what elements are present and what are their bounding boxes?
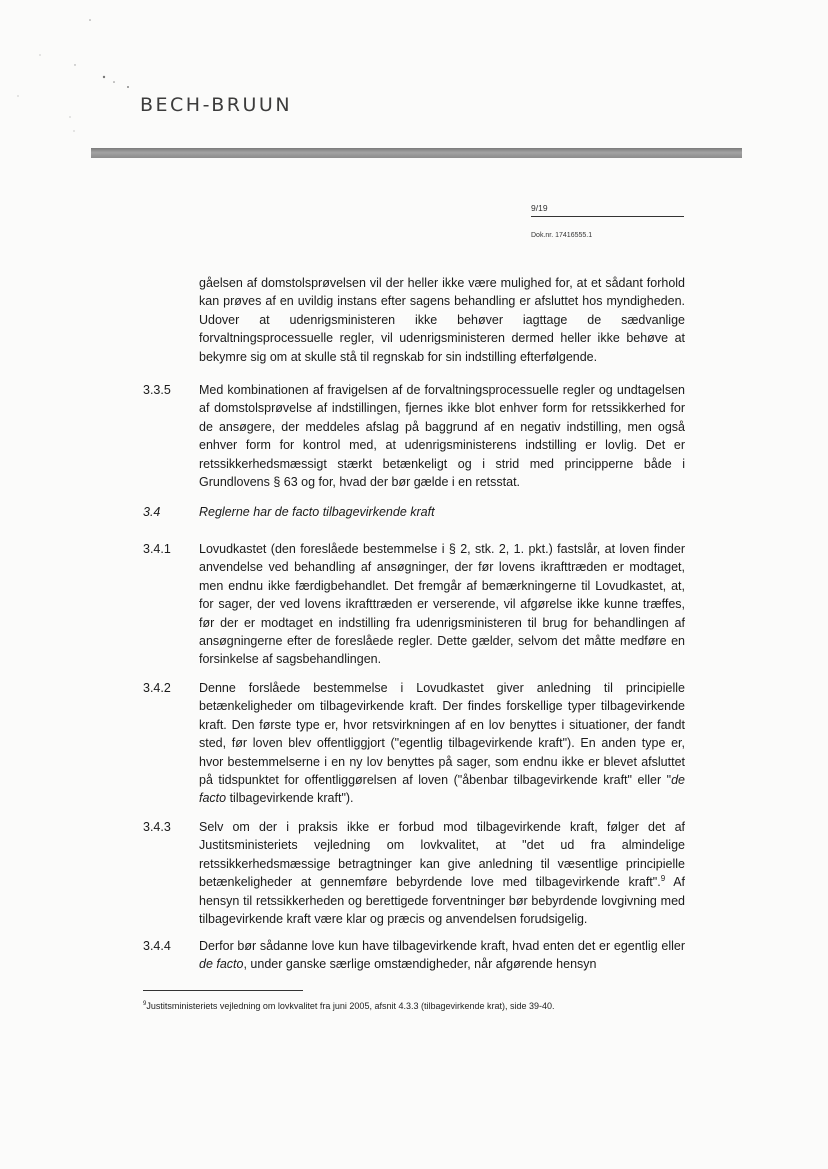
text-run: Denne forslåede bestemmelse i Lovudkastet giver anledning til principielle betænkeligheder om tilbagevirkende kraft. Der findes forskellige typer tilbagevirkende kraft. Den første type er, hvor retsvirkningen af en lov benyttes i situationer, der fandt sted, før loven blev offentliggjort ("egentlig tilbagevirkende kraft"). En anden type er, hvor bestemmelserne i en ny lov benyttes på sager, som endnu ikke er blevet afsluttet på tidspunktet for offentliggørelsen af loven ("åbenbar tilbagevirkende kraft" eller " bbox=[199, 681, 685, 788]
section-number: 3.4.2 bbox=[143, 681, 171, 695]
document-number: Dok.nr. 17416555.1 bbox=[531, 232, 593, 239]
scan-specks bbox=[0, 0, 140, 140]
section-number: 3.4.4 bbox=[143, 939, 171, 953]
section-number: 3.4.3 bbox=[143, 820, 171, 834]
text-run: Selv om der i praksis ikke er forbud mod tilbagevirkende kraft, følger det af Justitsministeriets vejledning om lovkvalitet, at "det ud fra almindelige retssikkerhedsmæssige betragtninger kan give anledning til væsentlige principielle betænkeligheder at gennemføre bebyrdende love med tilbagevirkende kraft". bbox=[199, 820, 685, 890]
paragraph-text: Lovudkastet (den foreslåede bestemmelse i § 2, stk. 2, 1. pkt.) fastslår, at loven finder anvendelse ved behandling af ansøgninger, der før lovens ikrafttræden er modtaget, men endnu ikke færdigbehandlet. Det fremgår af bemærkningerne til Lovudkastet, at, for sager, der ved lovens ikrafttræden er verserende, vil afgørelse ikke kunne træffes, før der er modtaget en indstilling fra udenrigsministeren til brug for behandlingen af ansøgningerne efter de foreslåede regler. Dette gælder, selvom det måtte medføre en forsinkelse af sagsbehandlingen. bbox=[199, 542, 685, 667]
paragraph-text bbox=[199, 679, 685, 808]
section-number: 3.3.5 bbox=[143, 383, 171, 397]
company-logo: BECH-BRUUN bbox=[140, 94, 293, 116]
text-run: tilbagevirkende kraft"). bbox=[226, 791, 354, 806]
section-heading: Reglerne har de facto tilbagevirkende kraft bbox=[199, 505, 435, 519]
paragraph-text bbox=[199, 818, 685, 928]
footnote-marker: 9 bbox=[143, 1001, 147, 1007]
footnote-text: Justitsministeriets vejledning om lovkvalitet fra juni 2005, afsnit 4.3.3 (tilbagevirkende krat), side 39-40. bbox=[146, 1001, 555, 1011]
intro-paragraph: gåelsen af domstolsprøvelsen vil der heller ikke være mulighed for, at et sådant forhold kan prøves af en uvildig instans efter sagens behandling er afsluttet hos myndigheden. Udover at udenrigsministeren ikke behøver iagttage de sædvanlige forvaltningsprocessuelle regler, vil udenrigsministeren dermed heller ikke behøve at bekymre sig om at skulle stå til regnskab for sin indstilling efterfølgende. bbox=[199, 276, 685, 364]
paragraph-text: Med kombinationen af fravigelsen af de forvaltningsprocessuelle regler og undtagelsen af domstolsprøvelse af indstillingen, fjernes ikke blot enhver form for retssikkerhed for de ansøgere, der meddeles afslag på baggrund af en negativ indstilling, men også enhver form for kontrol med, at udenrigsministerens indstilling er lovlig. Det er retssikkerhedsmæssigt stærkt betænkeligt og i strid med principperne både i Grundlovens § 63 og for, hvad der bør gælde i en retsstat. bbox=[199, 383, 685, 490]
paragraph-text bbox=[199, 937, 685, 974]
heading-number: 3.4 bbox=[143, 505, 161, 519]
text-run: Derfor bør sådanne love kun have tilbagevirkende kraft, hvad enten det er egentlig eller bbox=[199, 939, 685, 953]
text-run: Af hensyn til retssikkerheden og berettigede forventninger bør bebyrdende lovgivning med tilbagevirkende kraft være klar og præcis og anvendelsen forudsigelig. bbox=[199, 875, 685, 927]
page-number: 9/19 bbox=[531, 203, 548, 213]
footnote-separator bbox=[143, 990, 303, 991]
footnote-reference[interactable]: 9 bbox=[660, 874, 666, 884]
text-run: , under ganske særlige omstændigheder, når afgørende hensyn bbox=[243, 957, 597, 972]
footnote bbox=[143, 1001, 555, 1011]
italic-term: de facto bbox=[199, 773, 685, 806]
italic-term: de facto bbox=[199, 957, 244, 972]
page-number-rule bbox=[531, 216, 684, 217]
section-number: 3.4.1 bbox=[143, 542, 171, 556]
header-bar bbox=[91, 148, 742, 158]
